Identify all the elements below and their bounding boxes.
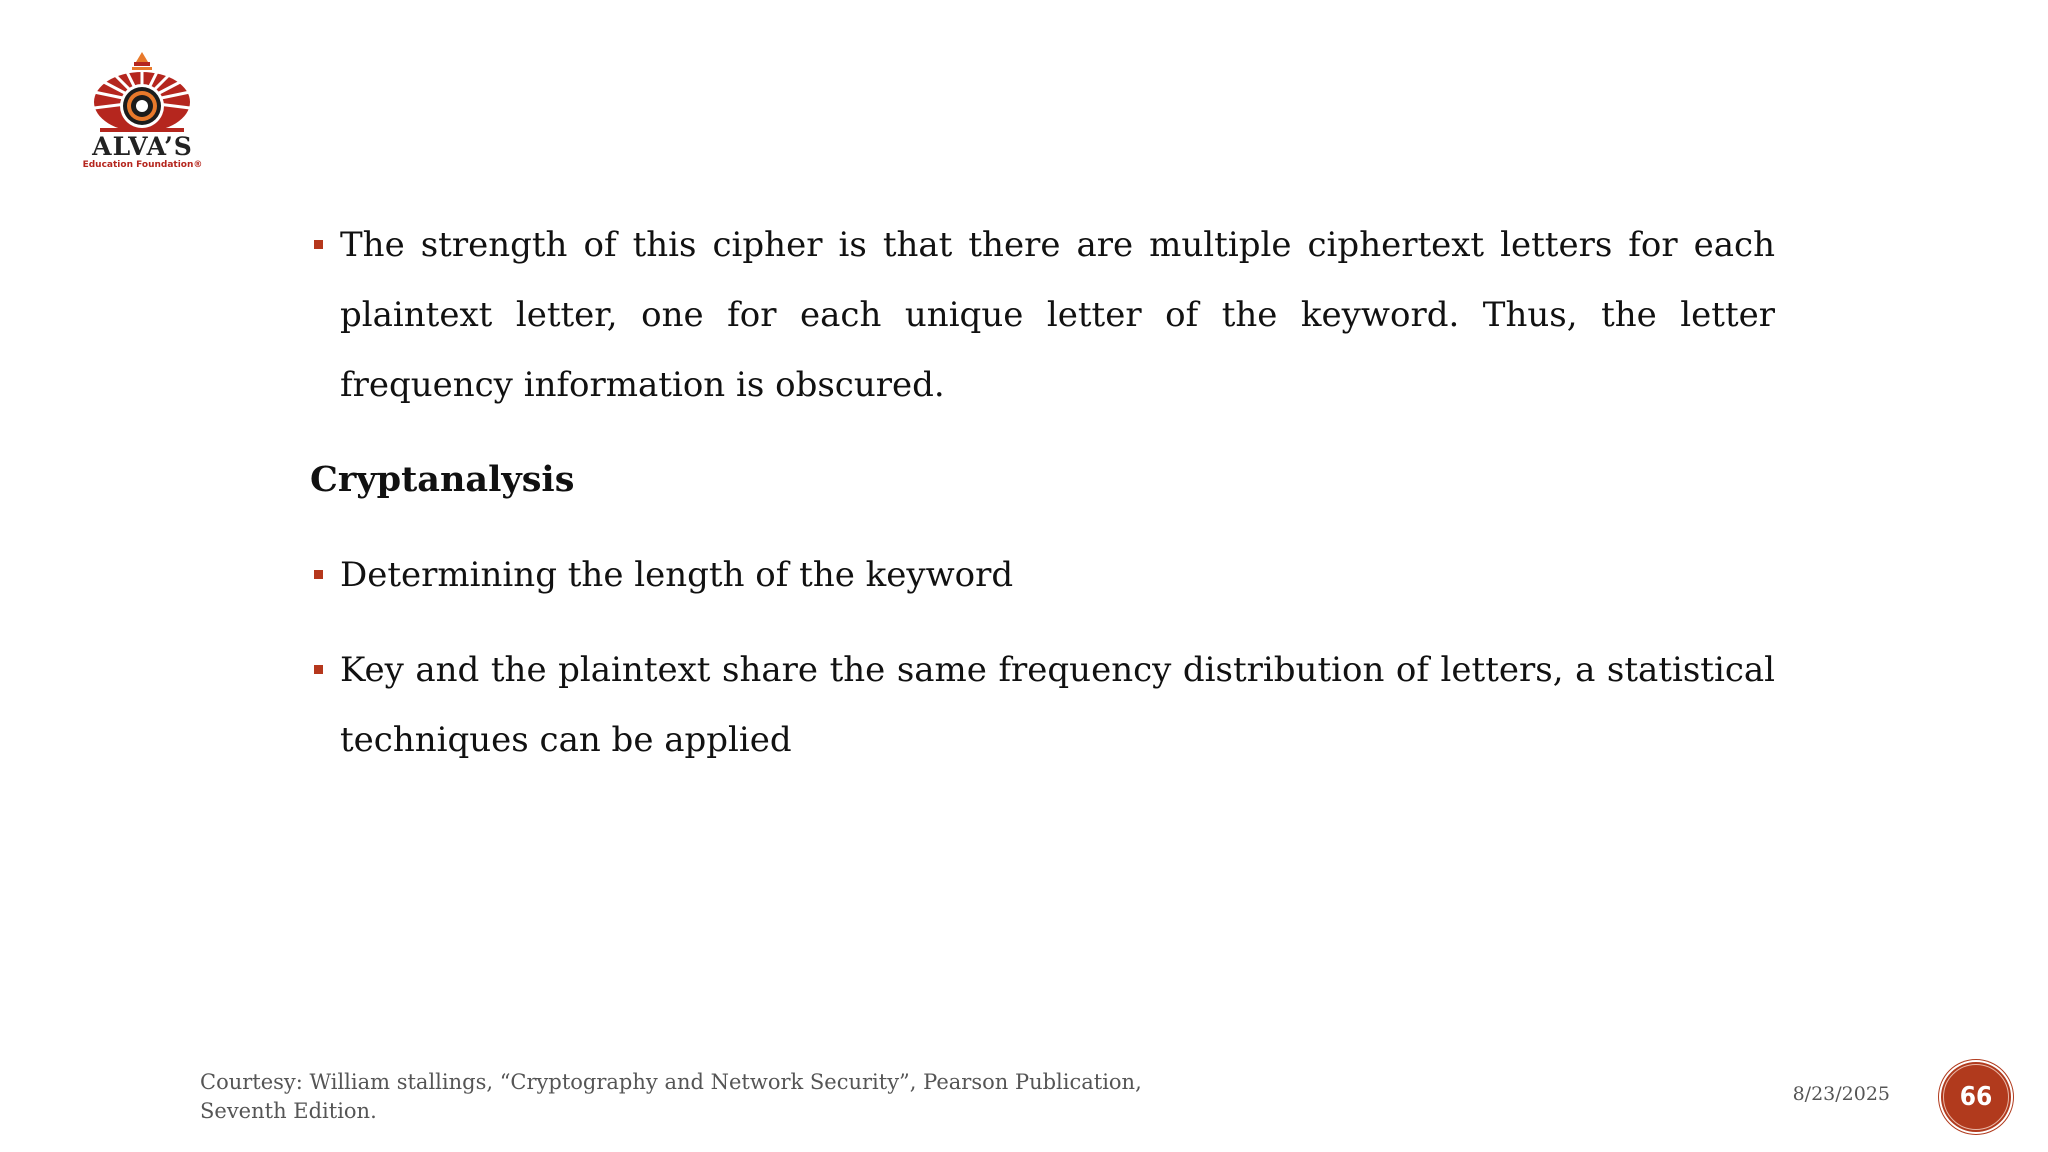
logo-subtitle: Education Foundation® <box>82 160 203 170</box>
slide-date: 8/23/2025 <box>1792 1083 1890 1105</box>
bullet-keyword-length <box>310 540 1775 610</box>
slide-content <box>310 210 1775 800</box>
page-badge-ring <box>1943 1064 2009 1130</box>
credit-line-2: Seventh Edition. <box>200 1099 377 1123</box>
logo-name: ALVA’S <box>92 132 193 161</box>
bullet-text: Key and the plaintext share the same frequency distribution of letters, a statistical techniques can be applied <box>340 650 1775 760</box>
page-number-badge <box>1939 1060 2013 1134</box>
square-bullet-icon <box>314 240 323 249</box>
bullet-text: Determining the length of the keyword <box>340 555 1014 595</box>
square-bullet-icon <box>314 665 323 674</box>
square-bullet-icon <box>314 570 323 579</box>
page-number: 66 <box>1959 1082 1993 1112</box>
footer-credit <box>200 1068 1200 1126</box>
bullet-frequency-distribution <box>310 635 1775 775</box>
bullet-text: The strength of this cipher is that there are multiple ciphertext letters for each plaintext letter, one for each unique letter of the keyword. Thus, the letter frequency information is obscured. <box>340 225 1775 405</box>
alvas-logo <box>70 50 220 175</box>
bullet-cipher-strength <box>310 210 1775 420</box>
logo-emblem-icon <box>70 50 215 134</box>
section-heading: Cryptanalysis <box>310 459 575 500</box>
credit-line-1: Courtesy: William stallings, “Cryptography and Network Security”, Pearson Publication, <box>200 1070 1142 1094</box>
